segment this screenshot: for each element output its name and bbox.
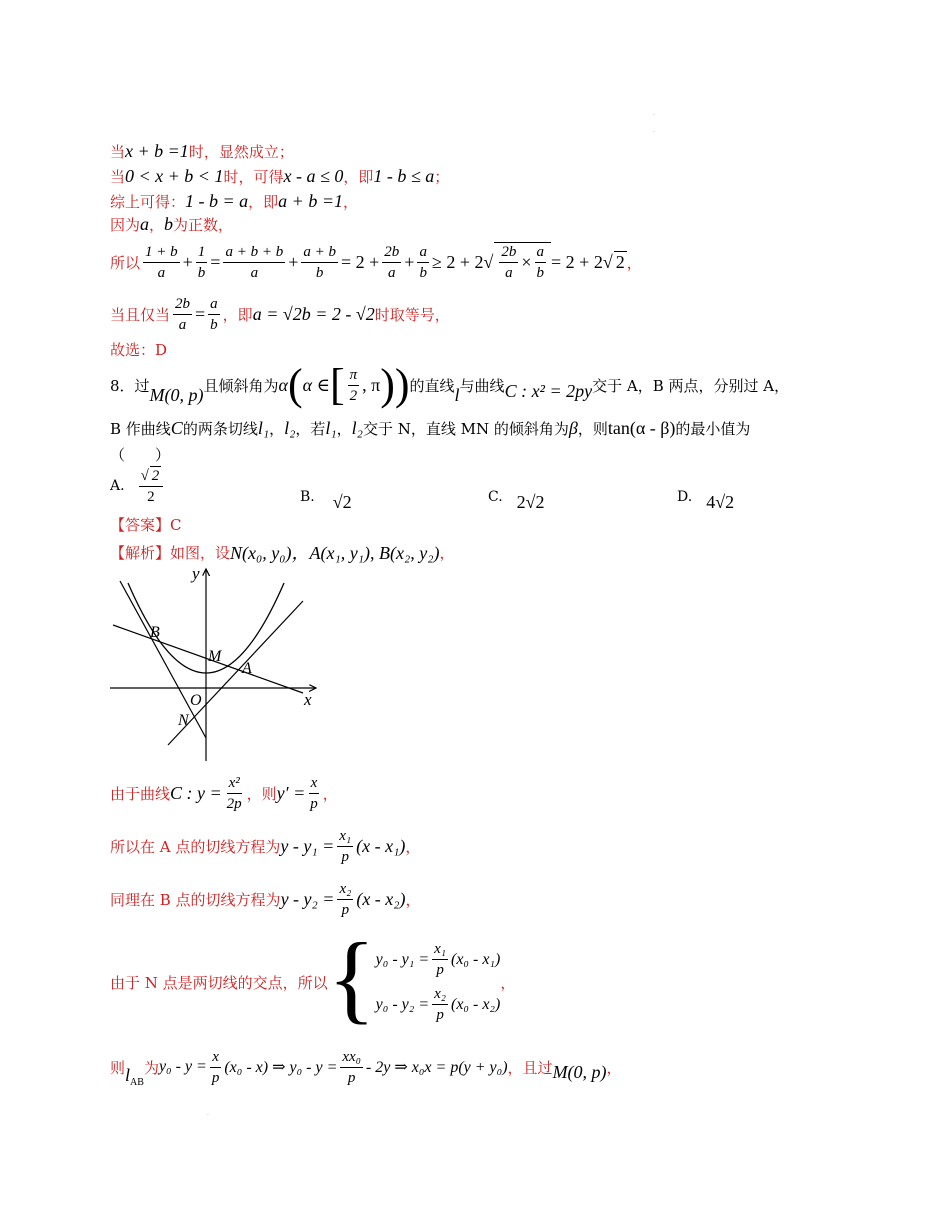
fraction: $\frac{2b}{a}$ (384, 243, 400, 281)
text: 时，可得 (223, 168, 284, 186)
math: $l_{AB}$ (125, 1064, 144, 1088)
text: B 作曲线 (110, 420, 171, 438)
math: M(0, p) (552, 1061, 607, 1082)
fraction: $\frac{1 + b}{a}$ (145, 243, 178, 281)
math: (x - x₁) (356, 835, 406, 856)
text: ，即 (343, 168, 374, 186)
math: ≥ 2 + 2√ (431, 251, 494, 272)
paren: ) (380, 360, 395, 409)
text: ， (342, 193, 358, 211)
math: x - a ≤ 0 (283, 166, 344, 186)
scan-dot: . (653, 127, 655, 134)
text: 故选：D (110, 341, 168, 359)
option-d[interactable] (677, 480, 734, 513)
math: a + b =1 (278, 191, 343, 211)
math: M(0, p) (149, 384, 204, 405)
math: y₀ - y₂ = (375, 995, 430, 1013)
brace: { (327, 922, 376, 1033)
text: ； (434, 168, 450, 186)
label-y: y (192, 564, 200, 583)
equation-system (376, 940, 501, 1024)
text: 与曲线 (459, 376, 505, 395)
fraction: $\frac{\text{x₁}}{p}$ (434, 941, 446, 978)
option-value: $\frac{√ 2}{2}$ (139, 466, 164, 506)
text: 为 (143, 1058, 159, 1077)
fraction: $\frac{a}{b}$ (210, 295, 218, 333)
text: ， (336, 420, 352, 438)
fraction: $\frac{2b}{a}$ (501, 244, 517, 281)
text: ，则 (577, 420, 608, 438)
fraction: $\frac{2b}{a}$ (175, 295, 191, 333)
math: = 2 + (340, 251, 380, 272)
label-o: O (190, 692, 202, 709)
label-m: M (208, 648, 222, 665)
math: α ∈ (302, 374, 330, 395)
text: 时，显然成立； (188, 143, 294, 161)
math: 1 - b = a (185, 191, 249, 211)
option-label: D. (677, 488, 693, 505)
sqrt (494, 242, 551, 282)
text: 为正数， (173, 216, 234, 234)
option-value: 2√2 (516, 492, 545, 512)
solution-line-3 (110, 191, 358, 212)
paren: [ (329, 360, 345, 409)
text: 所以在 A 点的切线方程为 (110, 837, 281, 856)
text: 同理在 B 点的切线方程为 (110, 890, 281, 909)
text: 交于 A，B 两点，分别过 A， (592, 376, 790, 395)
solution-step-5 (110, 1042, 622, 1092)
math: y - y₁ = (280, 835, 335, 856)
option-label: B. (300, 488, 315, 505)
fraction: $\frac{\pi}{2}$ (349, 366, 358, 404)
math: - 2y ⇒ x₀x = p(y + y₀) (365, 1059, 508, 1076)
solution-line-4 (110, 214, 233, 235)
fraction: $\frac{a + b + b}{a}$ (225, 243, 284, 281)
text: ，即 (222, 305, 253, 324)
option-value: 4√2 (706, 492, 735, 512)
label-b: B (150, 624, 160, 641)
fraction: $\frac{\text{x²}}{2p}$ (226, 774, 242, 812)
solution-line-6 (110, 292, 450, 336)
fraction: $\frac{1}{b}$ (197, 243, 206, 281)
math: y′ = (276, 782, 306, 803)
fraction: $\frac{\text{x₂}}{p}$ (339, 880, 352, 918)
math: α (278, 374, 288, 395)
label-n: N (178, 712, 189, 729)
fraction: $\frac{\text{x₂}}{p}$ (434, 986, 446, 1023)
math: l (454, 384, 460, 405)
text: 当且仅当 (110, 305, 171, 324)
text: ，即 (248, 193, 279, 211)
math: 1 - b ≤ a (373, 166, 435, 186)
math: + (288, 251, 299, 272)
math: β (568, 418, 578, 438)
solution-step-2 (110, 823, 420, 869)
text: 的最小值为 (675, 420, 751, 438)
tangent-line-b (120, 581, 206, 738)
math: × (521, 252, 532, 272)
text: ， (500, 973, 516, 992)
text: ， (405, 837, 421, 856)
scan-dot: . (207, 1110, 209, 1117)
answer-line (110, 514, 182, 535)
text: 交于 N，直线 MN 的倾斜角为 (362, 420, 569, 438)
math: C : x² = 2py (504, 380, 593, 401)
math: 0 < x + b < 1 (125, 166, 224, 186)
math: = (195, 303, 206, 324)
fraction: $\frac{a}{b}$ (536, 244, 545, 281)
option-value: √2 (332, 492, 352, 512)
text: ，则 (246, 784, 277, 803)
option-a[interactable] (110, 466, 166, 506)
math: N(x₀, y₀)，A(x₁, y₁), B(x₂, y₂) (230, 543, 440, 563)
math: + (182, 251, 193, 272)
math: l₂ (351, 418, 363, 438)
text: 的两条切线 (182, 420, 258, 438)
label-a: A (242, 660, 252, 677)
fraction: $\frac{x}{p}$ (310, 774, 318, 812)
fraction: $\frac{x}{p}$ (211, 1048, 220, 1086)
math: x + b =1 (125, 141, 189, 161)
text: 且倾斜角为 (203, 376, 279, 395)
text: 综上可得： (110, 193, 186, 211)
solution-line-7 (110, 339, 167, 360)
text: 由于 N 点是两切线的交点，所以 (110, 973, 328, 992)
math: (x₀ - x₁) (451, 950, 501, 968)
text: 由于曲线 (110, 784, 171, 803)
text: ， (149, 216, 165, 234)
option-label: A. (110, 478, 125, 494)
math: l₁ (257, 418, 270, 438)
math: = (210, 251, 221, 272)
math: (x₀ - x₂) (451, 995, 501, 1013)
math: l₁ (325, 418, 337, 438)
analysis-label: 【解析】 (110, 543, 171, 562)
answer-value: C (170, 515, 182, 534)
text: ，且过 (507, 1058, 553, 1077)
text: ， (626, 253, 642, 272)
text: 当 (110, 168, 126, 186)
text: 所以 (110, 253, 141, 272)
text: ， (439, 543, 455, 562)
fraction: $\frac{a}{b}$ (419, 243, 427, 281)
math: = 2 + 2√ 2 (551, 252, 625, 272)
math: a = √2b = 2 - √2 (252, 303, 375, 324)
math: y₀ - y₁ = (375, 950, 430, 968)
text: ， (606, 1058, 622, 1077)
text: ， (405, 890, 421, 909)
answer-label: 【答案】 (110, 516, 171, 534)
question-8-line-2 (110, 418, 750, 439)
analysis-line (110, 539, 455, 565)
question-8-line-3 (110, 444, 170, 465)
text: 如图，设 (170, 543, 231, 562)
math: y - y₂ = (280, 888, 335, 909)
answer-blank: （ ） (110, 446, 171, 464)
solution-line-2 (110, 166, 449, 187)
fraction: $\frac{a + b}{b}$ (303, 243, 336, 281)
text: 当 (110, 143, 126, 161)
math: + (404, 251, 415, 272)
math: b (164, 214, 174, 234)
question-number: 8．过 (110, 376, 150, 395)
text: 的直线 (409, 376, 455, 395)
text: 时取等号， (374, 305, 450, 324)
math: tan(α - β) (607, 418, 676, 438)
label-x: x (304, 690, 312, 709)
math: (x - x₂) (356, 888, 406, 909)
math: C : y = (170, 782, 222, 803)
option-c[interactable] (488, 480, 545, 513)
solution-step-4 (110, 922, 516, 1034)
solution-step-3 (110, 876, 421, 922)
math: (x₀ - x) ⇒ y₀ - y = (224, 1059, 338, 1076)
text: 因为 (110, 216, 141, 234)
scan-dot: . (653, 110, 655, 117)
math: y₀ - y = (158, 1058, 207, 1075)
option-b[interactable] (300, 480, 352, 513)
math: C (170, 418, 183, 438)
question-8-line-1 (110, 360, 789, 410)
math: , π (362, 374, 381, 395)
fraction: $\frac{\text{x₁}}{p}$ (339, 827, 352, 865)
solution-line-5 (110, 240, 642, 284)
text: ， (269, 420, 285, 438)
parabola-figure (108, 563, 323, 763)
option-label: C. (488, 488, 503, 505)
paren: ( (288, 360, 303, 409)
text: ，若 (295, 420, 326, 438)
text: ， (322, 784, 338, 803)
solution-step-1 (110, 770, 338, 816)
paren: ) (394, 360, 410, 409)
solution-line-1 (110, 141, 294, 162)
math: a (140, 214, 150, 234)
text: 则 (110, 1058, 126, 1077)
fraction: $\frac{\text{xx₀}}{p}$ (342, 1048, 361, 1086)
math: l₂ (284, 418, 296, 438)
